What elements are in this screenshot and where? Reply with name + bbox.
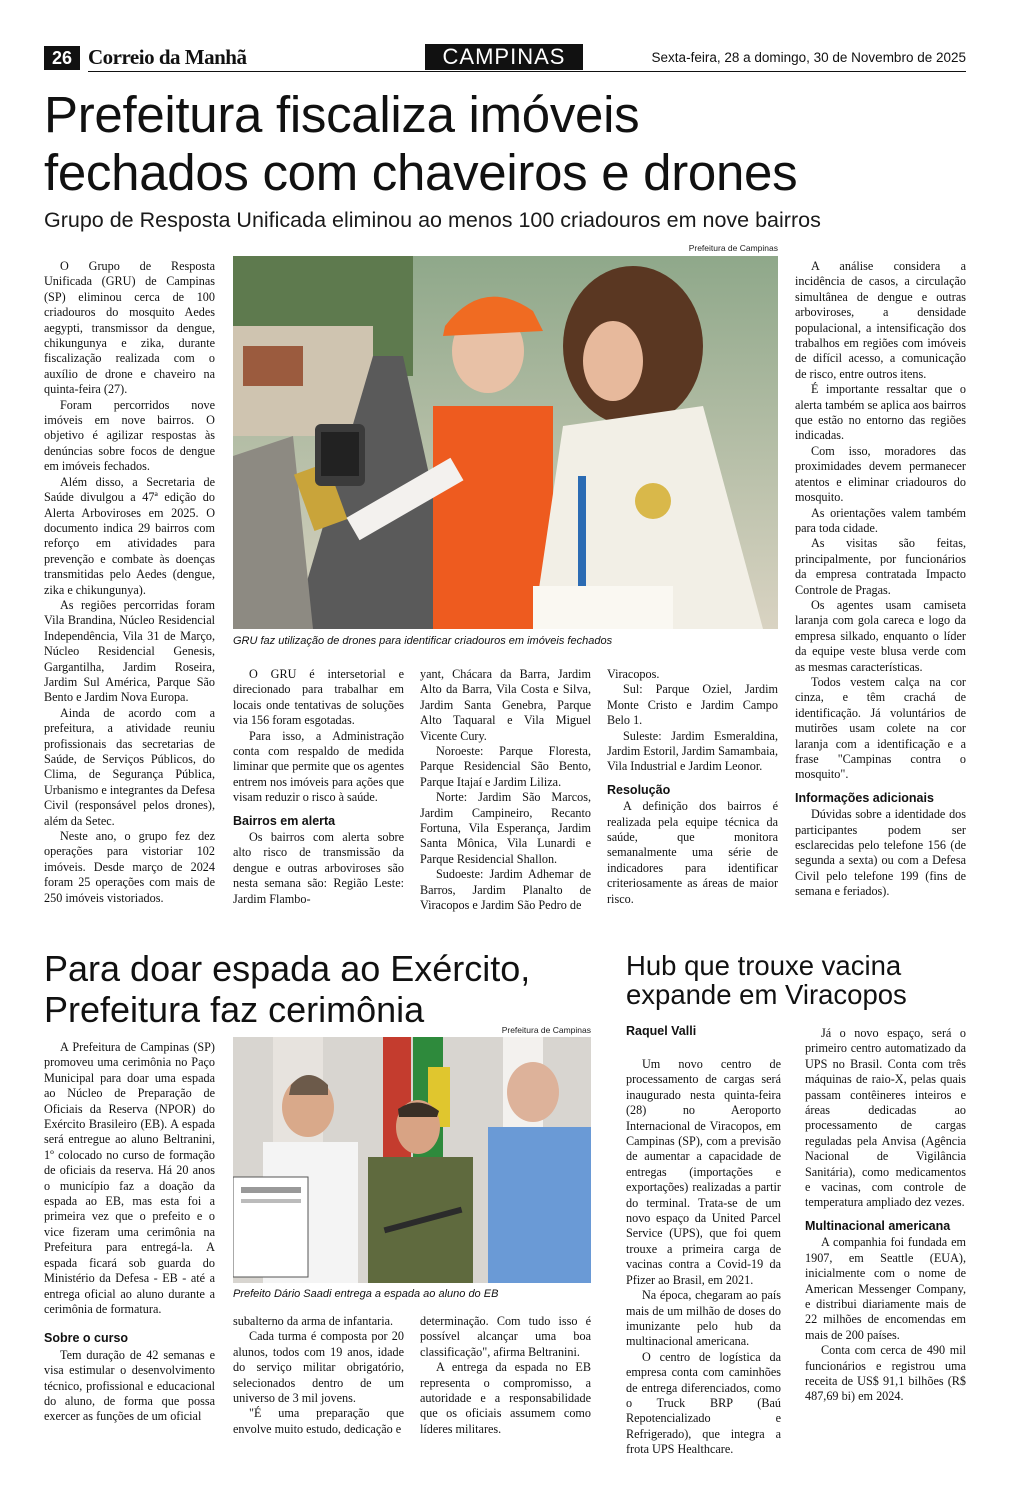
paragraph: Na época, chegaram ao país mais de um milhão de doses do imunizante pelo hub da multinacional americana.	[626, 1288, 781, 1349]
sword-headline	[44, 948, 604, 1030]
paragraph: O centro de logística da empresa conta com caminhões de entrega diferenciados, como o Truck BRP (Baú Repotencializado e Refrigerado), que integra a frota UPS Healthcare.	[626, 1349, 781, 1457]
paragraph: Para isso, a Administração conta com respaldo de medida liminar que permite que os agentes entrem nos imóveis para ações que visam reduzir o risco à saúde.	[233, 728, 404, 805]
sword-photo	[233, 1037, 591, 1283]
subheading-multinacional-americana: Multinacional americana	[805, 1218, 951, 1233]
paragraph: A definição dos bairros é realizada pela equipe técnica da saúde, que monitora semanalmente uma série de indicadores para identificar criteriosamente as áreas de maior risco.	[607, 799, 778, 906]
hub-col1	[626, 1057, 781, 1458]
paragraph: As visitas são feitas, principalmente, por funcionários da empresa contratada Impacto Controle de Pragas.	[795, 536, 966, 597]
subheading-resolucao: Resolução	[607, 782, 671, 797]
sword-headline-line2: Prefeitura faz cerimônia	[44, 989, 425, 1030]
paragraph: Todos vestem calça na cor cinza, e têm crachá de identificação. Já voluntários de mutirões usam colete na cor laranja com a identificação e a frase "Campinas contra o mosquito".	[795, 674, 966, 782]
main-headline	[44, 86, 974, 202]
paragraph: Dúvidas sobre a identidade dos participantes podem ser esclarecidas pelo telefone 156 (de segunda a sexta) ou com a Defesa Civil pelo telefone 199 (fins de semana e feriados).	[795, 807, 966, 899]
sword-photo-caption: Prefeito Dário Saadi entrega a espada ao aluno do EB	[233, 1288, 499, 1300]
paragraph: A análise considera a incidência de casos, a circulação simultânea de dengue e outras arboviroses, a densidade populacional, a intensificação dos trabalhos em regiões com imóveis de difícil acesso, a comunicação de risco, entre outros itens.	[795, 259, 966, 381]
paragraph: Os bairros com alerta sobre alto risco de transmissão da dengue e outras arboviroses são nesta semana são: Região Leste: Jardim Flambo-	[233, 830, 404, 906]
sword-col2	[233, 1314, 404, 1437]
sword-ceremony-photo	[233, 1037, 591, 1283]
paragraph: Um novo centro de processamento de cargas será inaugurado nesta quinta-feira (28) no Aeroporto Internacional de Viracopos, em Campinas (SP), com a previsão de aumentar a capacidade de entregas (importações e exportações) realizadas a partir do terminal. Trata-se de um novo espaço da United Parcel Service (UPS), que foi quem trouxe a primeira carga de vacinas contra a Covid-19 da Pfizer ao Brasil, em 2021.	[626, 1057, 781, 1287]
paragraph: A entrega da espada no EB representa o compromisso, a autoridade e a responsabilidade que os oficiais assumem como líderes militares.	[420, 1360, 591, 1436]
paragraph: "É uma preparação que envolve muito estudo, dedicação e	[233, 1406, 404, 1436]
paragraph: Suleste: Jardim Esmeraldina, Jardim Estoril, Jardim Samambaia, Vila Industrial e Jardim Leonor.	[607, 728, 778, 774]
paragraph: Neste ano, o grupo fez dez operações para vistoriar 102 imóveis. Desde março de 2024 foram 25 operações com mais de 250 imóveis vistoriados.	[44, 829, 215, 905]
main-col3	[420, 667, 591, 914]
sword-col3	[420, 1314, 591, 1437]
paragraph: As regiões percorridas foram Vila Brandina, Núcleo Residencial Independência, Vila 31 de Março, Núcleo Residencial Genesis, Gargantilha, Jardim Roseira, Jardim Sul América, Parque São Bento e Jardim Nova Europa.	[44, 597, 215, 705]
paragraph: Ainda de acordo com a prefeitura, a atividade reuniu profissionais das secretarias de Saúde, de Serviços Públicos, do Clima, de Segurança Pública, Urbanismo e integrantes da Defesa Civil (responsável pelos drones), além da Setec.	[44, 705, 215, 828]
paragraph: Norte: Jardim São Marcos, Jardim Campineiro, Recanto Fortuna, Vila Esperança, Jardim Santa Mônica, Vila Lunardi e Parque Residencial Shallon.	[420, 790, 591, 866]
paper-name: Correio da Manhã	[88, 45, 247, 69]
paragraph: Noroeste: Parque Floresta, Parque Residencial São Bento, Parque Itajaí e Jardim Liliza.	[420, 744, 591, 789]
sword-col1	[44, 1040, 215, 1425]
paragraph: Cada turma é composta por 20 alunos, todos com 19 anos, idade do serviço militar obrigatório, selecionados dentro de um universo de 3 mil jovens.	[233, 1329, 404, 1406]
hub-byline: Raquel Valli	[626, 1024, 697, 1038]
main-photo-caption: GRU faz utilização de drones para identificar criadouros em imóveis fechados	[233, 635, 613, 647]
paragraph: Conta com cerca de 490 mil funcionários e registrou uma receita de US$ 91,1 bilhões (R$ 487,69 bi) em 2024.	[805, 1343, 966, 1404]
main-photo-credit: Prefeitura de Campinas	[688, 243, 778, 253]
main-photo	[233, 256, 778, 629]
main-col5	[795, 259, 966, 900]
subheading-informacoes-adicionais: Informações adicionais	[795, 790, 934, 805]
main-headline-line2: fechados com chaveiros e drones	[44, 144, 798, 201]
sword-headline-line1: Para doar espada ao Exército,	[44, 948, 531, 989]
paragraph: Os agentes usam camiseta laranja com gola careca e logo da empresa silkado, enquanto o líder da equipe veste blusa verde com as mesmas características.	[795, 597, 966, 674]
paragraph: subalterno da arma de infantaria.	[233, 1314, 394, 1328]
paragraph: O Grupo de Resposta Unificada (GRU) de Campinas (SP) eliminou cerca de 100 criadouros do mosquito Aedes aegypti, transmissor da dengue, chikungunya e zika, durante fiscalização realizada com o auxílio de drone e chaveiro na quinta-feira (27).	[44, 259, 215, 397]
paragraph: O GRU é intersetorial e direcionado para trabalhar em locais onde tentativas de soluções via 156 foram esgotadas.	[233, 667, 404, 728]
paragraph: Com isso, moradores das proximidades devem permanecer atentos e eliminar criadouros do mosquito.	[795, 443, 966, 505]
drone-operators-photo	[233, 256, 778, 629]
paragraph: Tem duração de 42 semanas e visa estimular o desenvolvimento técnico, profissional e educacional do aluno, de forma que possa exercer as funções de um oficial	[44, 1347, 215, 1424]
paragraph: Foram percorridos nove imóveis em nove bairros. O objetivo é agilizar respostas às denúncias sobre focos de dengue em imóveis fechados.	[44, 397, 215, 474]
paragraph: Viracopos.	[607, 667, 660, 681]
main-headline-line1: Prefeitura fiscaliza imóveis	[44, 86, 640, 143]
sword-photo-credit: Prefeitura de Campinas	[501, 1025, 591, 1035]
page-number: 26	[44, 46, 80, 70]
subheading-sobre-o-curso: Sobre o curso	[44, 1331, 129, 1346]
header-rule	[88, 71, 966, 72]
main-col2	[233, 667, 404, 907]
paragraph: As orientações valem também para toda cidade.	[795, 505, 966, 535]
paragraph: yant, Chácara da Barra, Jardim Alto da Barra, Vila Costa e Silva, Jardim Santa Genebra, Parque Alto Taquaral e Vila Miguel Vicente Cury.	[420, 667, 591, 743]
main-col1	[44, 259, 215, 906]
paragraph: determinação. Com tudo isso é possível alcançar uma boa classificação", afirma Beltranini.	[420, 1314, 591, 1359]
main-subheadline: Grupo de Resposta Unificada eliminou ao menos 100 criadouros em nove bairros	[44, 208, 821, 232]
paragraph: É importante ressaltar que o alerta também se aplica aos bairros que estão no entorno das regiões indicadas.	[795, 382, 966, 443]
main-col4	[607, 667, 778, 907]
paragraph: Já o novo espaço, será o primeiro centro automatizado da UPS no Brasil. Conta com três máquinas de raio-X, pelas quais passam contêineres inteiros e áreas dedicadas ao processamento de cargas reguladas pela Anvisa (Agência Nacional de Vigilância Sanitária), como medicamentos e vacinas, com controle de temperatura ampliado dez vezes.	[805, 1026, 966, 1210]
hub-headline-line2: expande em Viracopos	[626, 979, 907, 1010]
header	[44, 42, 966, 72]
issue-date: Sexta-feira, 28 a domingo, 30 de Novembro de 2025	[651, 50, 966, 65]
paragraph: A companhia foi fundada em 1907, em Seattle (EUA), inicialmente com o nome de American Messenger Company, e distribui diariamente mais de 22 milhões de encomendas em mais de 200 países.	[805, 1235, 966, 1342]
paragraph: Sul: Parque Oziel, Jardim Monte Cristo e Jardim Campo Belo 1.	[607, 682, 778, 728]
hub-headline	[626, 951, 976, 1009]
hub-col2	[805, 1026, 966, 1405]
section-label: CAMPINAS	[425, 44, 583, 70]
subheading-bairros-em-alerta: Bairros em alerta	[233, 813, 336, 828]
hub-headline-line1: Hub que trouxe vacina	[626, 950, 902, 981]
paragraph: Além disso, a Secretaria de Saúde divulgou a 47ª edição do Alerta Arboviroses em 2025. O documento indica 29 bairros com reforço em atividades para prevenção e combate às doenças transmitidas pelo Aedes (dengue, zika e chikungunya).	[44, 474, 215, 597]
paragraph: A Prefeitura de Campinas (SP) promoveu uma cerimônia no Paço Municipal para doar uma espada ao Núcleo de Preparação de Oficiais da Reserva (NPOR) do Exército Brasileiro (EB). A espada será entregue ao aluno Beltranini, 1º colocado no curso de formação de oficiais da reserva. Há 20 anos o município faz a doação da espada ao EB, mas esta foi a primeira vez que o prefeito e o vice fizeram uma cerimônia na Prefeitura para entregá-la. A espada ficará sob guarda do Ministério da Defesa - EB - até a entrega oficial ao aluno durante a cerimônia de formatura.	[44, 1040, 215, 1316]
paragraph: Sudoeste: Jardim Adhemar de Barros, Jardim Planalto de Viracopos e Jardim São Pedro de	[420, 867, 591, 913]
